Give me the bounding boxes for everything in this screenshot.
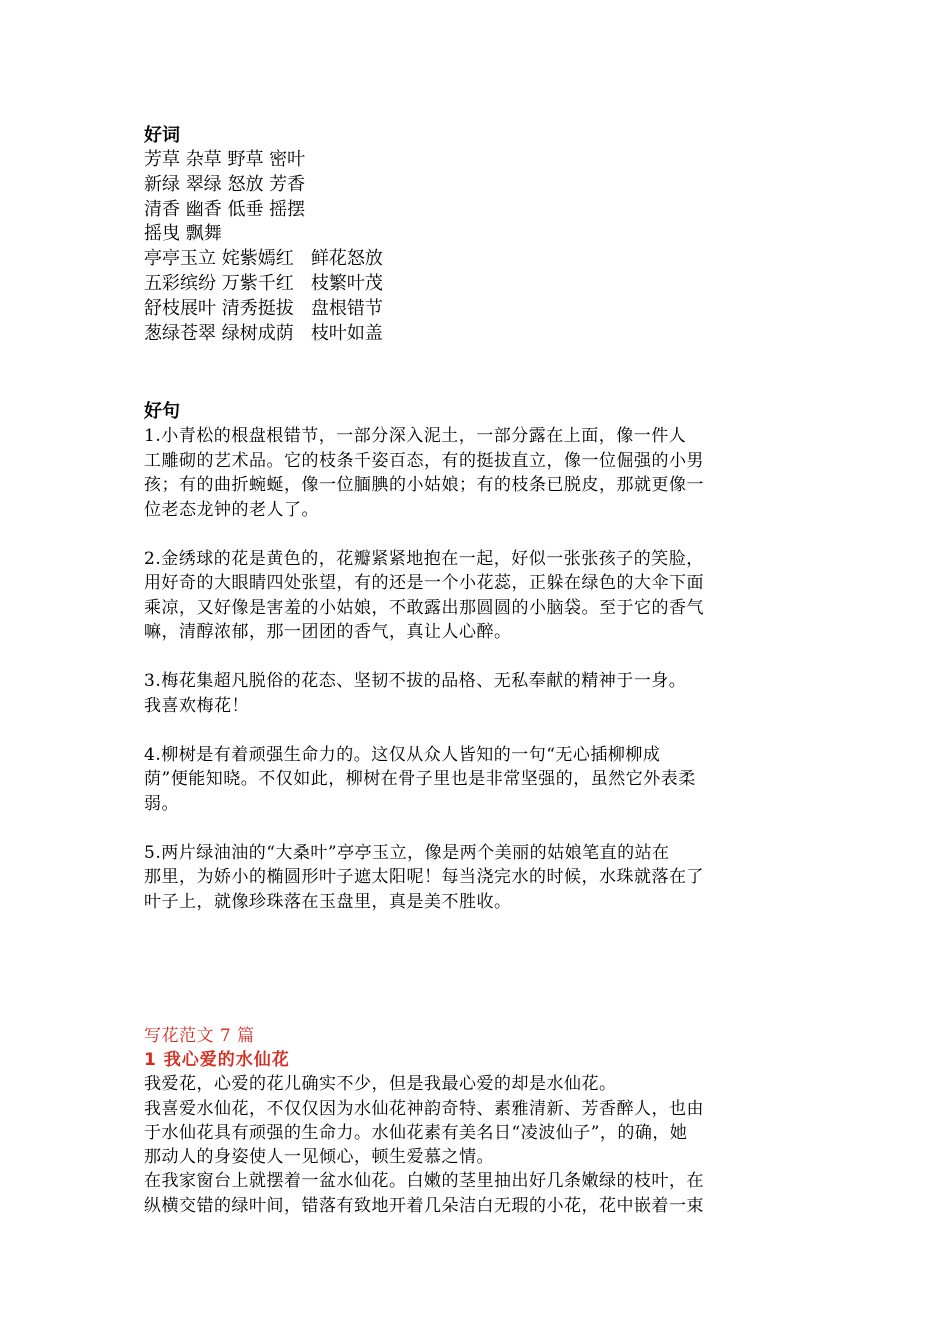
- sentence-paragraph-3: [144, 669, 814, 718]
- sentence-line: 位老态龙钟的老人了。: [144, 499, 319, 520]
- essay-line: 那动人的身姿使人一见倾心，顿生爱慕之情。: [144, 1147, 494, 1168]
- essays-section: [144, 1024, 814, 1218]
- word-line: 摇曳 飘舞: [144, 223, 222, 245]
- good-sentences-section: [144, 400, 814, 914]
- sentence-line: 用好奇的大眼睛四处张望，有的还是一个小花蕊，正躲在绿色的大伞下面: [144, 573, 704, 593]
- sentence-line: 嘛，清醇浓郁，那一团团的香气，真让人心醉。: [144, 622, 512, 642]
- sentence-line: 孩；有的曲折蜿蜒，像一位腼腆的小姑娘；有的枝条已脱皮，那就更像一: [144, 475, 704, 495]
- sentence-line: 1.小青松的根盘根错节，一部分深入泥土，一部分露在上面，像一件人: [144, 426, 687, 446]
- good-sentences-heading: 好句: [144, 401, 180, 422]
- essay-line: 纵横交错的绿叶间，错落有致地开着几朵洁白无瑕的小花，花中嵌着一束: [144, 1195, 704, 1216]
- essay-line: 在我家窗台上就摆着一盆水仙花。白嫩的茎里抽出好几条嫩绿的枝叶，在: [144, 1171, 704, 1192]
- sentence-paragraph-4: [144, 743, 814, 817]
- sentence-line: 叶子上，就像珍珠落在玉盘里，真是美不胜收。: [144, 891, 512, 912]
- word-line: 舒枝展叶 清秀挺拔 盘根错节: [144, 297, 383, 319]
- sentence-line: 2.金绣球的花是黄色的，花瓣紧紧地抱在一起，好似一张张孩子的笑脸，: [144, 548, 704, 569]
- sentence-line: 4.柳树是有着顽强生命力的。这仅从众人皆知的一句“无心插柳柳成: [144, 744, 661, 765]
- essay-line: 于水仙花具有顽强的生命力。水仙花素有美名日“凌波仙子”，的确，她: [144, 1122, 688, 1143]
- word-line: 芳草 杂草 野草 密叶: [144, 149, 306, 170]
- good-words-heading: 好词: [144, 125, 180, 146]
- essay-line: 我爱花，心爱的花儿确实不少，但是我最心爱的却是水仙花。: [144, 1074, 617, 1095]
- sentence-paragraph-1: [144, 424, 814, 522]
- word-line: 新绿 翠绿 怒放 芳香: [144, 173, 306, 195]
- sentence-line: 3.梅花集超凡脱俗的花态、坚韧不拔的品格、无私奉献的精神于一身。: [144, 671, 687, 691]
- sentence-line: 那里，为娇小的椭圆形叶子遮太阳呢！每当浇完水的时候，水珠就落在了: [144, 867, 704, 887]
- sentence-line: 工雕砌的艺术品。它的枝条千姿百态，有的挺拔直立，像一位倔强的小男: [144, 450, 704, 471]
- good-words-section: [144, 124, 814, 346]
- sentence-paragraph-2: [144, 547, 814, 645]
- sentence-line: 弱。: [144, 793, 179, 814]
- word-line: 清香 幽香 低垂 摇摆: [144, 198, 306, 220]
- word-line: 葱绿苍翠 绿树成荫 枝叶如盖: [144, 322, 383, 344]
- sentence-line: 我喜欢梅花！: [144, 695, 249, 716]
- essay-title: 1 我心爱的水仙花: [144, 1050, 290, 1071]
- sentence-line: 乘凉，又好像是害羞的小姑娘，不敢露出那圆圆的小脑袋。至于它的香气: [144, 597, 704, 618]
- essays-section-title: 写花范文 7 篇: [144, 1026, 255, 1046]
- sentence-line: 荫”便能知晓。不仅如此，柳树在骨子里也是非常坚强的，虽然它外表柔: [144, 769, 696, 789]
- word-line: 亭亭玉立 姹紫嫣红 鲜花怒放: [144, 248, 383, 270]
- word-line: 五彩缤纷 万紫千红 枝繁叶茂: [144, 272, 383, 294]
- sentence-line: 5.两片绿油油的“大桑叶”亭亭玉立，像是两个美丽的姑娘笔直的站在: [144, 842, 670, 863]
- sentence-paragraph-5: [144, 841, 814, 915]
- essay-line: 我喜爱水仙花，不仅仅因为水仙花神韵奇特、素雅清新、芳香醉人，也由: [144, 1098, 704, 1119]
